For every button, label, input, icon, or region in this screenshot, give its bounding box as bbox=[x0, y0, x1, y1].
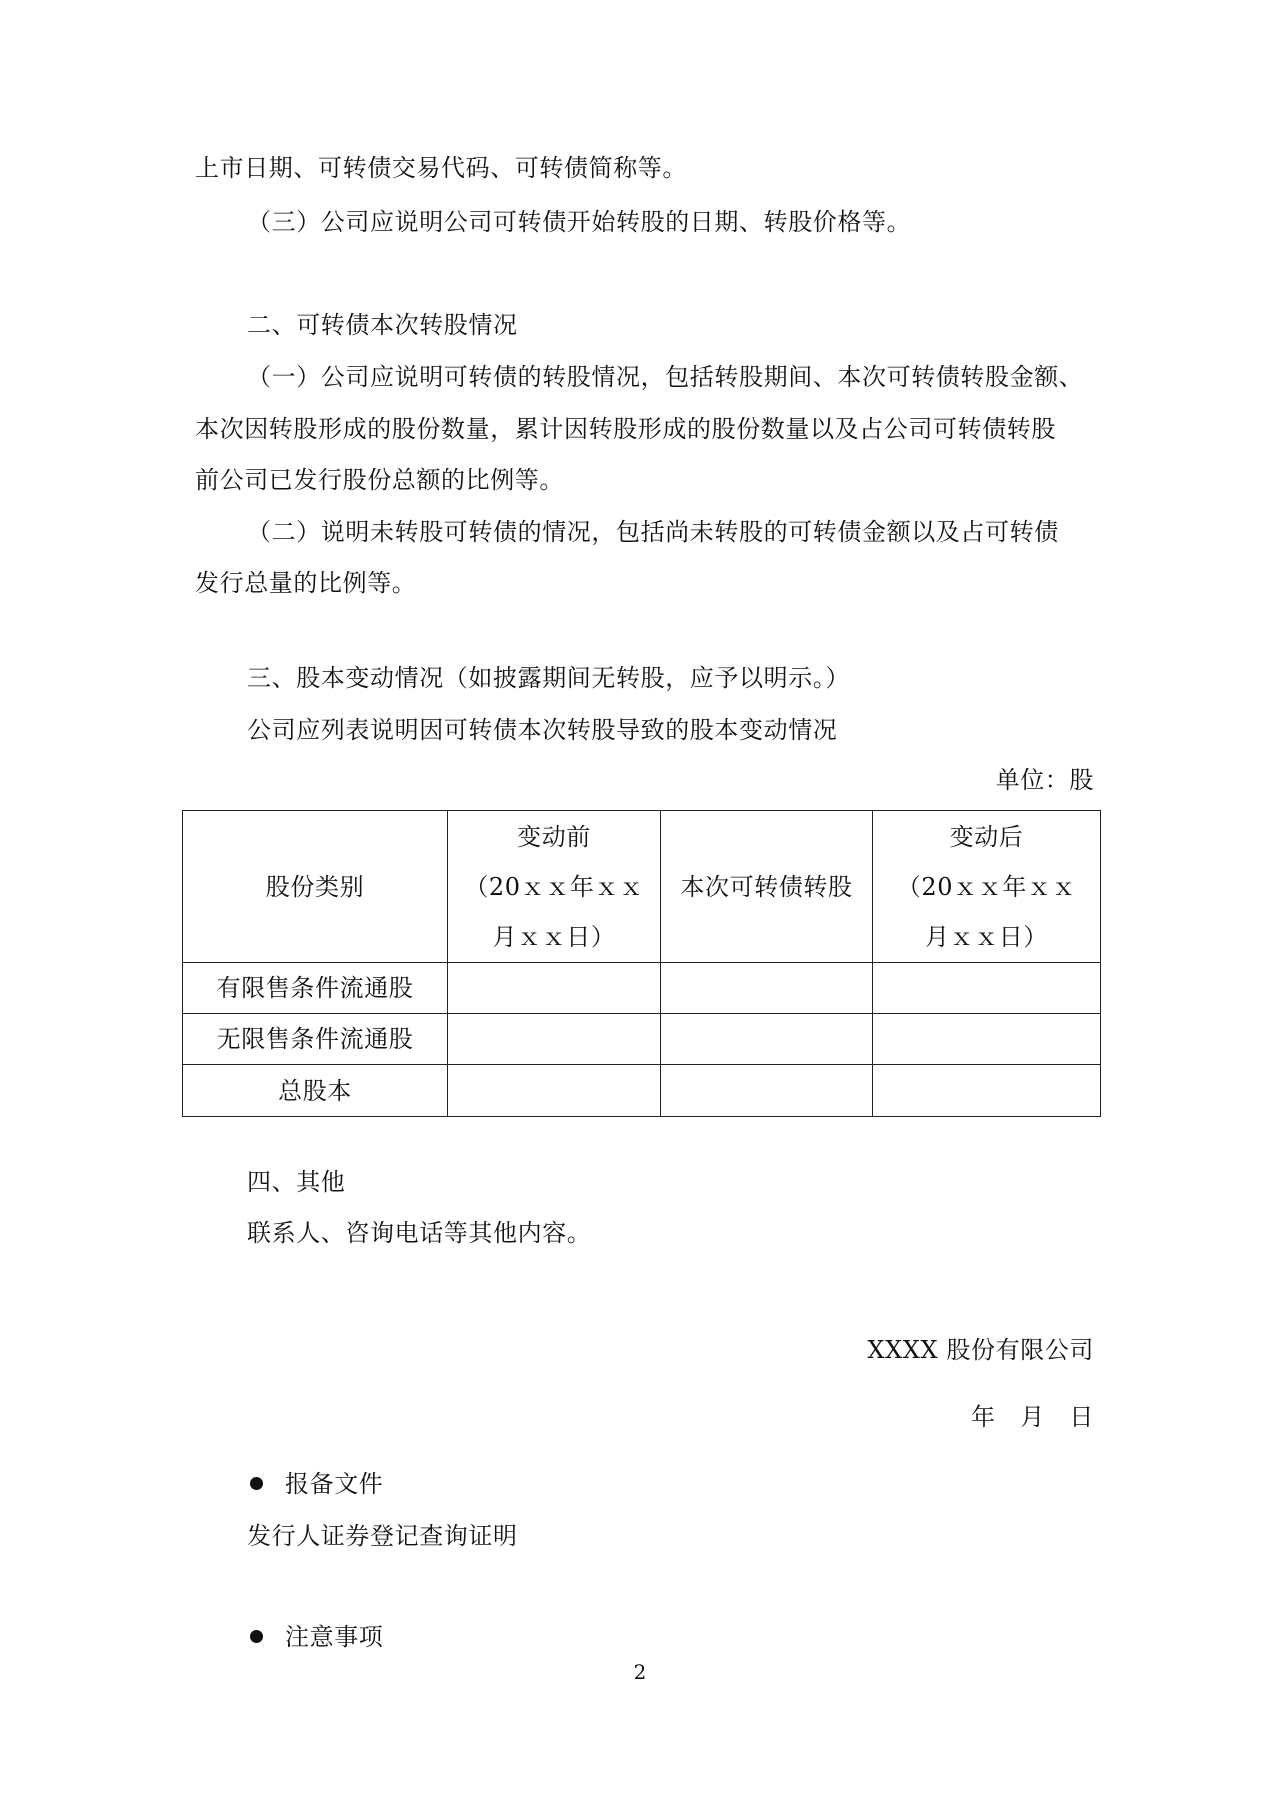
cell-after bbox=[873, 1014, 1101, 1065]
company-name: XXXX 股份有限公司 bbox=[867, 1336, 1094, 1364]
cell-change bbox=[661, 1014, 873, 1065]
share-capital-change-table bbox=[182, 810, 1101, 1117]
row-label: 有限售条件流通股 bbox=[183, 963, 448, 1014]
paragraph-contact: 联系人、咨询电话等其他内容。 bbox=[247, 1219, 592, 1247]
page-number: 2 bbox=[633, 1660, 647, 1684]
paragraph-unconverted-line2: 发行总量的比例等。 bbox=[195, 569, 417, 597]
cell-change bbox=[661, 963, 873, 1014]
header-after-title: 变动后 bbox=[949, 822, 1024, 851]
header-this-conversion: 本次可转债转股 bbox=[661, 811, 873, 963]
cell-before bbox=[448, 1065, 661, 1117]
header-after-change bbox=[873, 811, 1101, 963]
paragraph-conversion-status-line3: 前公司已发行股份总额的比例等。 bbox=[195, 466, 564, 494]
paragraph-conversion-status-line1: （一）公司应说明可转债的转股情况，包括转股期间、本次可转债转股金额、 bbox=[247, 363, 1084, 391]
section-heading-4: 四、其他 bbox=[247, 1168, 346, 1196]
table-row bbox=[183, 1065, 1101, 1117]
table-row bbox=[183, 963, 1101, 1014]
paragraph-table-intro: 公司应列表说明因可转债本次转股导致的股本变动情况 bbox=[247, 716, 838, 744]
header-share-category: 股份类别 bbox=[183, 811, 448, 963]
row-label: 总股本 bbox=[183, 1065, 448, 1117]
header-before-date-line1: （20ｘｘ年ｘｘ bbox=[464, 872, 644, 901]
table-row bbox=[183, 1014, 1101, 1065]
table-header-row bbox=[183, 811, 1101, 963]
unit-label: 单位：股 bbox=[995, 766, 1094, 794]
paragraph-conversion-start: （三）公司应说明公司可转债开始转股的日期、转股价格等。 bbox=[247, 208, 912, 236]
paragraph-listing-info: 上市日期、可转债交易代码、可转债简称等。 bbox=[195, 154, 687, 182]
filing-document-item: 发行人证券登记查询证明 bbox=[247, 1522, 518, 1550]
header-before-change bbox=[448, 811, 661, 963]
paragraph-conversion-status-line2: 本次因转股形成的股份数量，累计因转股形成的股份数量以及占公司可转债转股 bbox=[195, 415, 1056, 443]
header-after-date-line2: 月ｘｘ日） bbox=[925, 922, 1048, 951]
notes-heading: 注意事项 bbox=[285, 1623, 384, 1651]
row-label: 无限售条件流通股 bbox=[183, 1014, 448, 1065]
bullet-icon bbox=[250, 1630, 263, 1643]
header-before-title: 变动前 bbox=[517, 822, 591, 851]
date-line: 年 月 日 bbox=[971, 1403, 1094, 1431]
filing-documents-heading: 报备文件 bbox=[285, 1470, 384, 1498]
cell-after bbox=[873, 1065, 1101, 1117]
section-heading-2: 二、可转债本次转股情况 bbox=[247, 311, 518, 339]
bullet-icon bbox=[250, 1477, 263, 1490]
cell-after bbox=[873, 963, 1101, 1014]
cell-before bbox=[448, 1014, 661, 1065]
header-before-date-line2: 月ｘｘ日） bbox=[492, 922, 616, 951]
paragraph-unconverted-line1: （二）说明未转股可转债的情况，包括尚未转股的可转债金额以及占可转债 bbox=[247, 518, 1059, 546]
header-after-date-line1: （20ｘｘ年ｘｘ bbox=[896, 872, 1077, 901]
cell-before bbox=[448, 963, 661, 1014]
cell-change bbox=[661, 1065, 873, 1117]
section-heading-3: 三、股本变动情况（如披露期间无转股，应予以明示。） bbox=[247, 664, 850, 692]
